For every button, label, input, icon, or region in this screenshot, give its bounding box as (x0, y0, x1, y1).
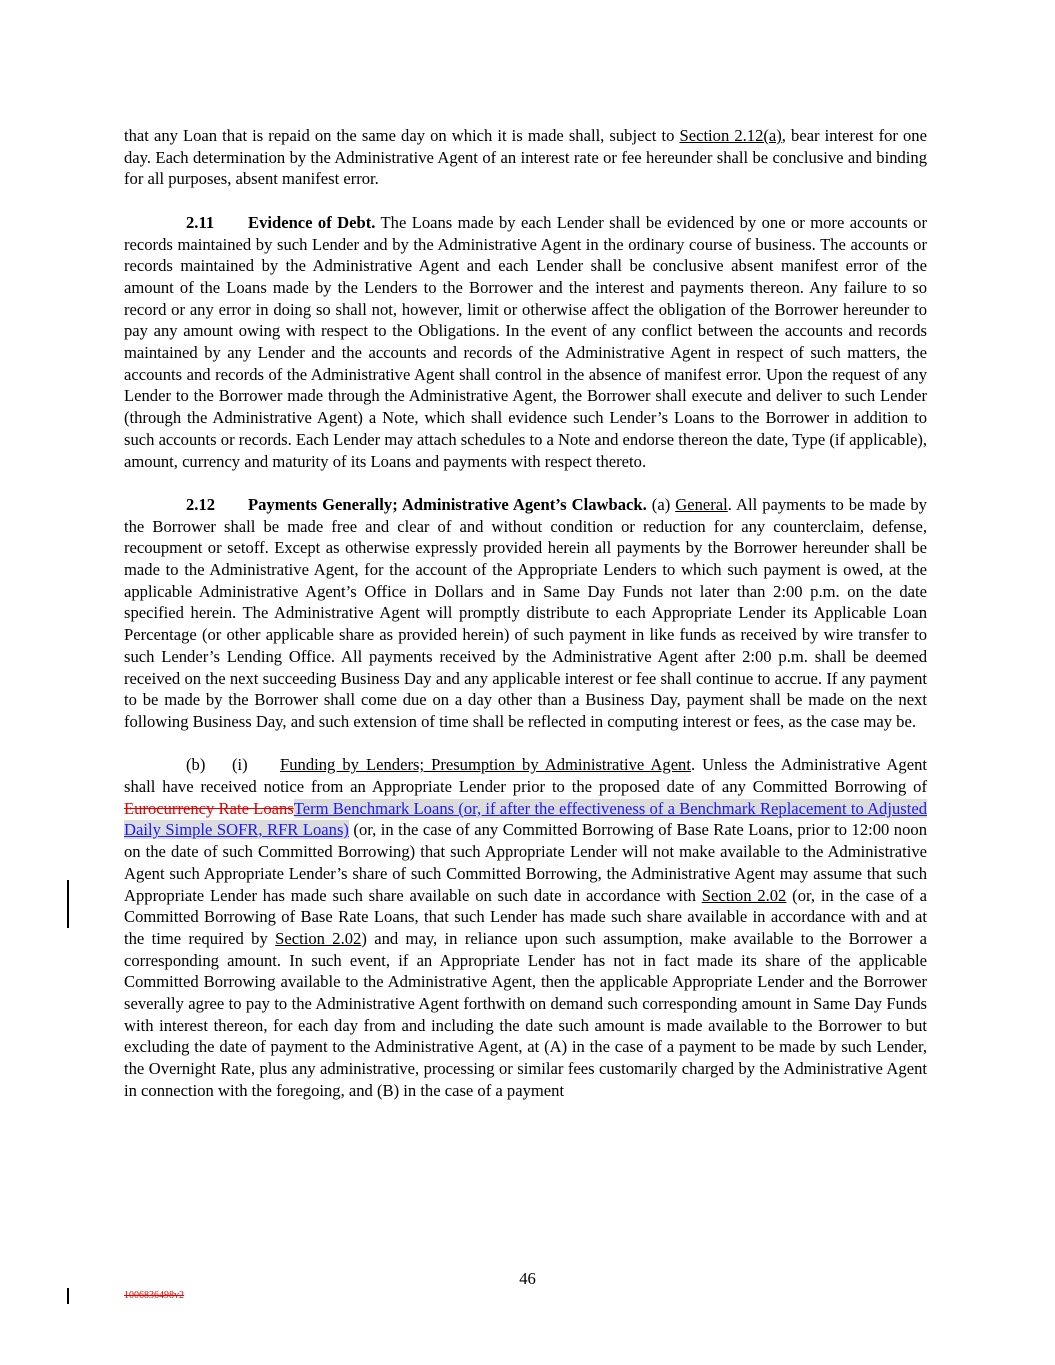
document-id: 1006836498v2 (124, 1290, 184, 1301)
section-number: 2.11 (186, 212, 215, 232)
section-title: Payments Generally; Administrative Agent’s Clawback. (248, 494, 647, 514)
paragraph-continuation (124, 125, 927, 190)
text-run: , bear interest for one day. Each determination by the Administrative Agent of an interest rate or fee hereunder shall be conclusive and binding for all purposes, absent manifest error. (124, 126, 927, 189)
deleted-text: Eurocurrency Rate Loans (124, 798, 294, 818)
text-run: (or, in the case of any Committed Borrowing of Base Rate Loans, prior to 12:00 noon on the date of such Committed Borrowing) that such Appropriate Lender will not make available to the Administrative Agent such Appropriate Lender’s share of such Committed Borrowing, the Administrative Agent may assume that such Appropriate Lender has made such share available on such date in accordance with (124, 820, 927, 905)
change-bar-footer (67, 1288, 69, 1304)
clause-label: (i) (232, 755, 248, 775)
subsection-label: (a) (646, 494, 676, 514)
section-2-11 (124, 212, 927, 472)
section-body: The Loans made by each Lender shall be evidenced by one or more accounts or records maintained by such Lender and by the Administrative Agent in the ordinary course of business. The accounts or records maintained by the Administrative Agent and each Lender shall be conclusive absent manifest error of the amount of the Loans made by the Lenders to the Borrower and the interest and payments thereon. Any failure to so record or any error in doing so shall not, however, limit or otherwise affect the obligation of the Borrower hereunder to pay any amount owing with respect to the Obligations. In the event of any conflict between the accounts and records maintained by any Lender and the accounts and records of the Administrative Agent in respect of such matters, the accounts and records of the Administrative Agent shall control in the absence of manifest error. Upon the request of any Lender to the Borrower made through the Administrative Agent, the Borrower shall execute and deliver to such Lender (through the Administrative Agent) a Note, which shall evidence such Lender’s Loans to the Borrower in addition to such accounts or records. Each Lender may attach schedules to a Note and endorse thereon the date, Type (if applicable), amount, currency and maturity of its Loans and payments with respect thereto. (124, 212, 927, 471)
change-bar (67, 880, 69, 928)
page-number: 46 (519, 1269, 536, 1288)
subsection-b (124, 754, 927, 1101)
section-body: . All payments to be made by the Borrower shall be made free and clear of and without condition or reduction for any counterclaim, defense, recoupment or setoff. Except as otherwise expressly provided herein all payments by the Borrower hereunder shall be made to the Administrative Agent, for the account of the Appropriate Lenders to which such payment is owed, at the applicable Administrative Agent’s Office in Dollars and in Same Day Funds not later than 2:00 p.m. on the date specified herein. The Administrative Agent will promptly distribute to each Appropriate Lender its Applicable Loan Percentage (or other applicable share as provided herein) of such payment in like funds as received by wire transfer to such Lender’s Lending Office. All payments received by the Administrative Agent after 2:00 p.m. shall be deemed received on the next succeeding Business Day and any applicable interest or fee shall continue to accrue. If any payment to be made by the Borrower shall come due on a day other than a Business Day, payment shall be made on the next following Business Day, and such extension of time shall be reflected in computing interest or fees, as the case may be. (124, 494, 927, 731)
text-run: . Unless the Administrative Agent shall have received notice from an Appropriate Lender prior to the proposed date of any Committed Borrowing of (124, 755, 927, 797)
inserted-text: Term Benchmark Loans (or, if after the effectiveness of a Benchmark Replacement to Adjusted Daily Simple SOFR, RFR Loans) (124, 798, 927, 840)
text-run: ) and may, in reliance upon such assumption, make available to the Borrower a corresponding amount. In such event, if an Appropriate Lender has not in fact made its share of the applicable Committed Borrowing available to the Administrative Agent, then the applicable Appropriate Lender and the Borrower severally agree to pay to the Administrative Agent forthwith on demand such corresponding amount in Same Day Funds with interest thereon, for each day from and including the date such amount is made available to the Borrower to but excluding the date of payment to the Administrative Agent, at (A) in the case of a payment to be made by such Lender, the Overnight Rate, plus any administrative, processing or similar fees customarily charged by the Administrative Agent in connection with the foregoing, and (B) in the case of a payment (124, 928, 927, 1100)
subsection-title: Funding by Lenders; Presumption by Administrative Agent (280, 755, 691, 775)
text-run: that any Loan that is repaid on the same day on which it is made shall, subject to (124, 126, 680, 145)
section-title: Evidence of Debt. (248, 212, 376, 232)
subsection-label: (b) (186, 755, 206, 775)
text-run: (or, in the case of a Committed Borrowing of Base Rate Loans, that such Lender has made such share available in accordance with and at the time required by (124, 885, 927, 948)
subsection-title: General (675, 494, 728, 514)
section-reference: Section 2.12(a) (679, 126, 782, 145)
document-page (124, 125, 927, 1102)
section-reference: Section 2.02 (275, 928, 362, 948)
section-reference: Section 2.02 (701, 885, 787, 905)
section-2-12 (124, 494, 927, 733)
section-number: 2.12 (186, 494, 216, 514)
